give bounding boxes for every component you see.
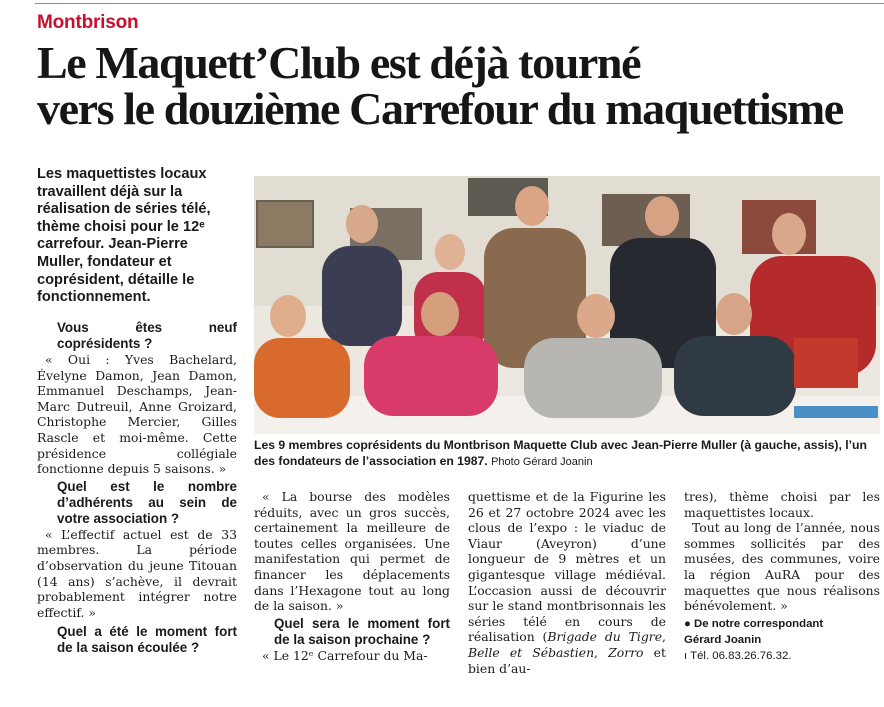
correspondent-label: ● De notre correspondant xyxy=(684,617,824,630)
series-title-2: Belle et Sébastien xyxy=(468,644,595,660)
answer-3: « La bourse des modèles réduits, avec un gros succès, certainement la meilleure de toutes celles organisées. Une manifestation qui permet de financer les déplacements dans l’Hexagone tout au long de la saison. » xyxy=(254,489,450,614)
headline-line-1: Le Maquett’Club est déjà tourné xyxy=(37,37,641,88)
answer-4-text-b: et bien d’au- xyxy=(468,644,666,676)
column-1 xyxy=(37,320,237,656)
answer-2: « L’effectif actuel est de 33 membres. La période d’observation du jeune Titouan (14 ans) s’achève, il devrait probablement intégrer notre effectif. » xyxy=(37,526,237,620)
question-1: Vous êtes neuf coprésidents ? xyxy=(57,320,237,351)
answer-4-final: Tout au long de l’année, nous sommes sollicités par des musées, des communes, voire la région AuRA pour des maquettes que nous réalisons bénévolement. » xyxy=(684,520,880,614)
separator-1: , xyxy=(662,629,666,645)
headline-line-2: vers le douzième Carrefour du maquettisme xyxy=(37,83,843,134)
answer-1: « Oui : Yves Bachelard, Évelyne Damon, Jean Damon, Emmanuel Deschamps, Jean-Marc Dutreuil, Anne Groizard, Christophe Mercier, Gilles Rascle et moi-même. Cette présidence collégiale fonctionne depuis 5 saisons. » xyxy=(37,352,237,477)
photo-credit: Photo Gérard Joanin xyxy=(491,456,593,468)
series-title-3: Zorro xyxy=(608,644,644,660)
correspondent-name: Gérard Joanin xyxy=(684,633,762,646)
answer-4-start: « Le 12ᵉ Carrefour du Ma- xyxy=(262,647,428,663)
caption-text: Les 9 membres coprésidents du Montbrison Maquette Club avec Jean-Pierre Muller (à gauche, assis), l’un des fondateurs de l’association en 1987. xyxy=(254,438,867,468)
photo-caption xyxy=(254,437,880,470)
headline xyxy=(37,37,884,134)
answer-4-text-a: quettisme et de la Figurine les 26 et 27 octobre 2024 avec les clous de l’expo : le viaduc de Viaur (Aveyron) d’une longueur de 9 mètres et un gigantesque village médiéval. L’occasion aussi de découvrir sur le stand montbrisonnais les séries télé en cours de réalisation ( xyxy=(468,489,666,645)
column-3 xyxy=(468,489,666,676)
answer-4-continued xyxy=(468,489,666,676)
question-4: Quel sera le moment fort de la saison prochaine ? xyxy=(274,615,450,647)
column-2 xyxy=(254,489,450,663)
series-title-1: Brigade du Tigre xyxy=(547,629,663,645)
correspondent-phone: ı Tél. 06.83.26.76.32. xyxy=(684,649,792,662)
answer-4-end: tres), thème choisi par les maquettistes locaux. xyxy=(684,489,880,520)
column-4 xyxy=(684,489,880,664)
question-3: Quel a été le moment fort de la saison écoulée ? xyxy=(57,624,237,656)
question-2: Quel est le nombre d’adhérents au sein de votre association ? xyxy=(57,478,237,526)
standfirst: Les maquettistes locaux travaillent déjà sur la réalisation de séries télé, thème choisi pour le 12ᵉ carrefour. Jean-Pierre Muller, fondateur et coprésident, détaille le fonctionnement. xyxy=(37,166,211,306)
top-rule xyxy=(35,3,884,4)
group-photo-illustration xyxy=(254,176,880,434)
separator-2: , xyxy=(594,644,609,660)
group-photo xyxy=(254,176,880,434)
section-kicker: Montbrison xyxy=(37,12,139,33)
